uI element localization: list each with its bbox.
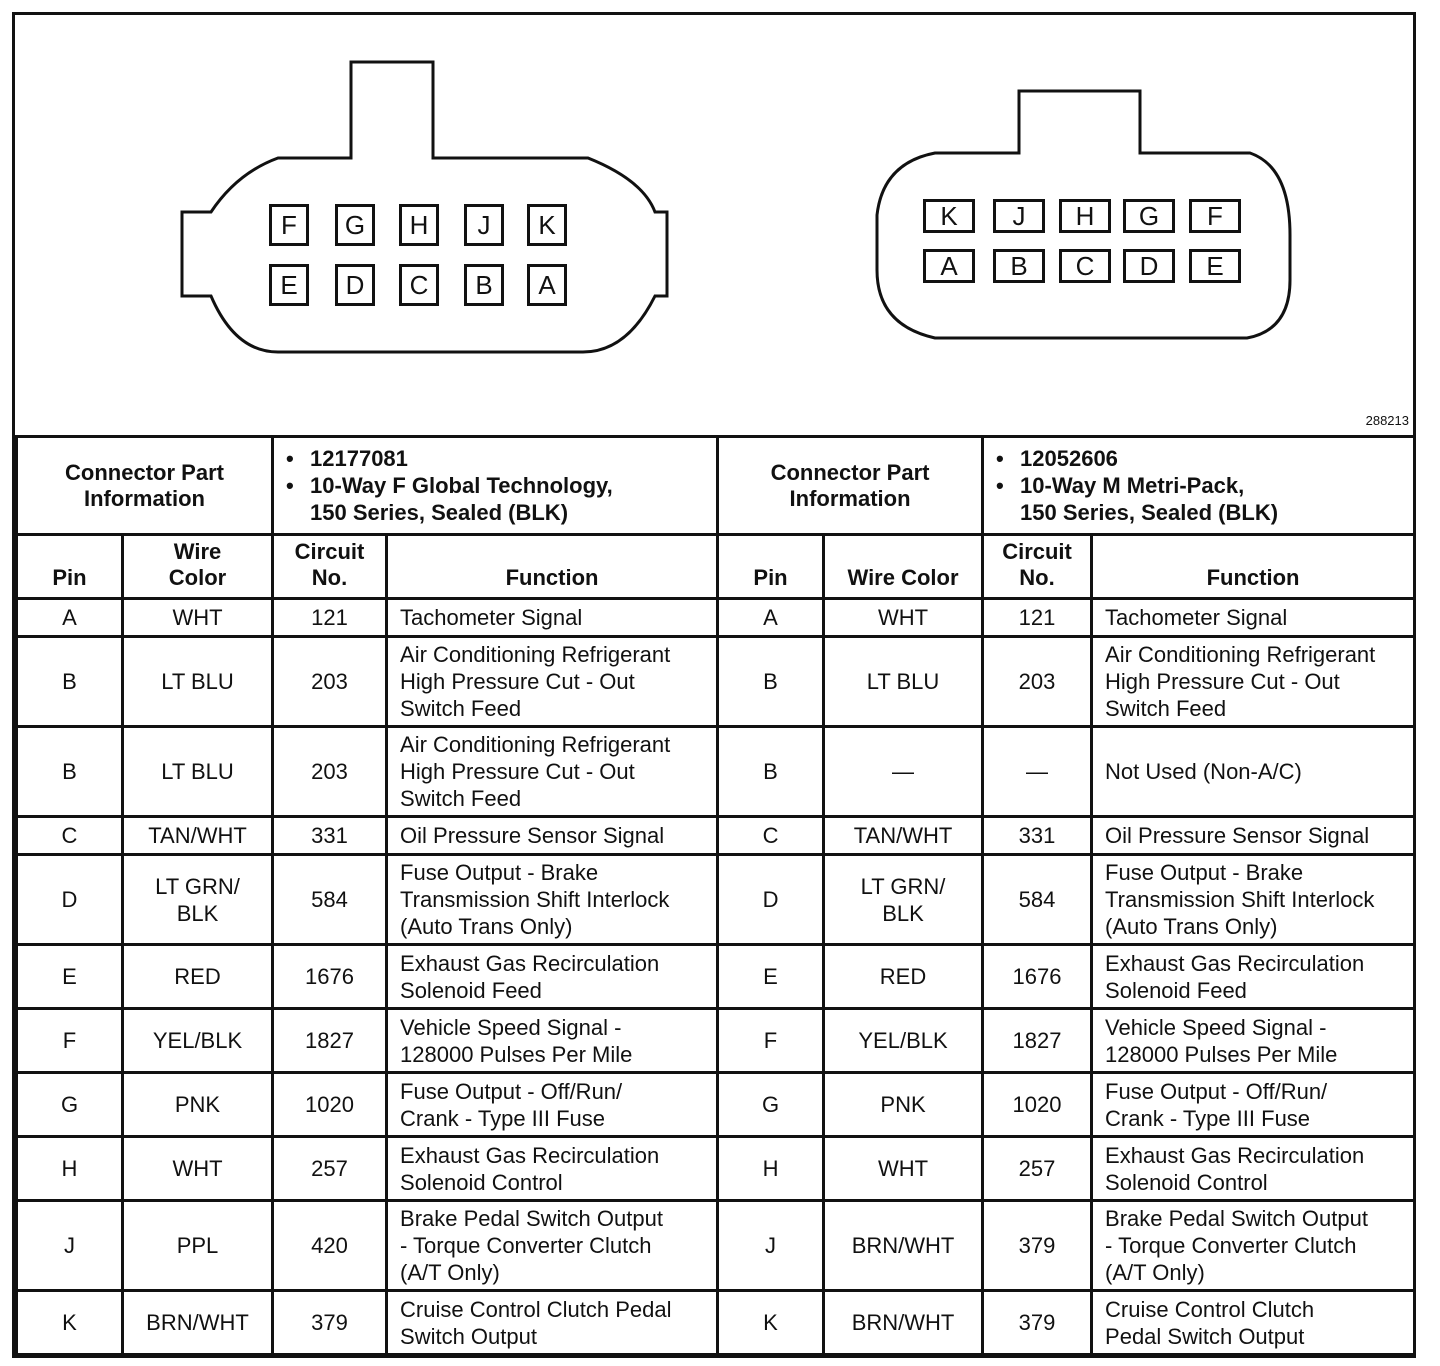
function-text: Cruise Control Clutch Pedal xyxy=(400,1296,672,1322)
wire-color-cell xyxy=(824,1291,983,1355)
wire-color-text: — xyxy=(892,759,915,784)
left-connector-info xyxy=(273,437,718,535)
right-pin-cavity: C xyxy=(1059,249,1111,283)
wire-color-text: PNK xyxy=(880,1092,926,1117)
function-text: Oil Pressure Sensor Signal xyxy=(400,823,665,848)
pin-cell: E xyxy=(718,945,824,1009)
right-connector-info xyxy=(983,437,1415,535)
pin-cell: J xyxy=(17,1201,123,1291)
table-row xyxy=(17,945,1415,1009)
function-text: Air Conditioning Refrigerant xyxy=(400,642,671,667)
pin-cell: B xyxy=(17,727,123,817)
wire-color-cell xyxy=(824,1009,983,1073)
function-text: Vehicle Speed Signal - xyxy=(400,1014,622,1040)
wire-color-cell xyxy=(123,1137,273,1201)
function-text: Tachometer Signal xyxy=(1105,605,1288,630)
wire-color-text: WHT xyxy=(172,1156,223,1181)
function-text: High Pressure Cut - Out xyxy=(400,759,635,784)
wire-color-text: PPL xyxy=(176,1233,219,1258)
circuit-cell: 1827 xyxy=(983,1009,1092,1073)
table-row xyxy=(17,727,1415,817)
function-text: Switch Feed xyxy=(1105,696,1227,721)
function-cell xyxy=(387,855,718,945)
header-circuit: Circuit No. xyxy=(983,535,1092,599)
function-cell xyxy=(387,945,718,1009)
left-pin-cavity: B xyxy=(464,264,504,306)
function-text: Exhaust Gas Recirculation xyxy=(400,1142,660,1168)
function-cell xyxy=(1092,1137,1415,1201)
function-text: Switch Feed xyxy=(400,696,522,721)
function-text: Solenoid Control xyxy=(1105,1169,1268,1195)
function-text: Fuse Output - Off/Run/ xyxy=(1105,1078,1328,1104)
pin-cell: K xyxy=(17,1291,123,1355)
circuit-cell: 203 xyxy=(983,637,1092,727)
figure-number: 288213 xyxy=(1365,413,1409,428)
function-cell xyxy=(1092,855,1415,945)
left-pin-cavity: A xyxy=(527,264,567,306)
function-text: Brake Pedal Switch Output xyxy=(400,1206,663,1231)
pin-cell: J xyxy=(718,1201,824,1291)
function-text: Fuse Output - Brake xyxy=(1105,860,1304,885)
wire-color-cell xyxy=(824,817,983,855)
wire-color-cell xyxy=(123,945,273,1009)
wire-color-text: BLK xyxy=(176,900,219,926)
function-cell xyxy=(387,637,718,727)
right-pin-cavity: K xyxy=(923,199,975,233)
wire-color-cell xyxy=(824,1073,983,1137)
table-row xyxy=(17,1201,1415,1291)
function-text: - Torque Converter Clutch xyxy=(400,1233,652,1258)
connector-info-label xyxy=(718,437,983,535)
circuit-cell: 1676 xyxy=(983,945,1092,1009)
wire-color-text: RED xyxy=(174,964,221,989)
function-text: Transmission Shift Interlock xyxy=(400,887,670,912)
circuit-cell: 1020 xyxy=(273,1073,387,1137)
left-pin-cavity: G xyxy=(335,204,375,246)
wire-color-text: YEL/BLK xyxy=(858,1028,948,1053)
pin-cell: F xyxy=(17,1009,123,1073)
left-pin-cavity: E xyxy=(269,264,309,306)
function-text: Exhaust Gas Recirculation xyxy=(1105,1142,1365,1168)
table-row xyxy=(17,1073,1415,1137)
wire-color-cell xyxy=(123,637,273,727)
function-text: Solenoid Feed xyxy=(1105,977,1247,1003)
wire-color-text: TAN/WHT xyxy=(853,823,953,848)
circuit-cell: 257 xyxy=(983,1137,1092,1201)
function-cell xyxy=(1092,945,1415,1009)
wire-color-cell xyxy=(123,599,273,637)
circuit-cell: 420 xyxy=(273,1201,387,1291)
wire-color-text: PNK xyxy=(174,1092,221,1117)
wire-color-text: BRN/WHT xyxy=(146,1310,249,1335)
function-text: Solenoid Feed xyxy=(400,977,542,1003)
header-wire-color: Wire Color xyxy=(123,535,273,599)
circuit-cell: 203 xyxy=(273,727,387,817)
right-pin-cavity: A xyxy=(923,249,975,283)
wire-color-text: TAN/WHT xyxy=(148,823,247,848)
function-cell xyxy=(1092,637,1415,727)
wire-color-text: LT BLU xyxy=(866,669,940,694)
function-cell xyxy=(1092,1073,1415,1137)
header-pin: Pin xyxy=(17,535,123,599)
pin-cell: B xyxy=(718,637,824,727)
pin-cell: B xyxy=(718,727,824,817)
pin-cell: A xyxy=(718,599,824,637)
circuit-cell: 1020 xyxy=(983,1073,1092,1137)
wire-color-cell xyxy=(824,599,983,637)
function-text: 128000 Pulses Per Mile xyxy=(400,1041,633,1067)
function-cell xyxy=(1092,1009,1415,1073)
circuit-cell: 379 xyxy=(983,1291,1092,1355)
pin-cell: H xyxy=(718,1137,824,1201)
left-pin-cavity: F xyxy=(269,204,309,246)
function-text: Crank - Type III Fuse xyxy=(1105,1105,1311,1131)
table-row xyxy=(17,637,1415,727)
right-part-number: • 12052606 xyxy=(1020,445,1407,472)
function-cell xyxy=(1092,727,1415,817)
connector-info-label xyxy=(17,437,273,535)
function-text: - Torque Converter Clutch xyxy=(1105,1233,1357,1258)
right-pin-cavity: D xyxy=(1123,249,1175,283)
wire-color-text: LT GRN/ xyxy=(155,873,240,899)
function-text: (Auto Trans Only) xyxy=(400,914,573,939)
function-text: Cruise Control Clutch xyxy=(1105,1296,1315,1322)
pin-cell: E xyxy=(17,945,123,1009)
header-pin: Pin xyxy=(718,535,824,599)
wire-color-text: WHT xyxy=(877,1156,929,1181)
pin-cell: B xyxy=(17,637,123,727)
wire-color-text: LT BLU xyxy=(161,669,234,694)
right-pin-cavity: E xyxy=(1189,249,1241,283)
function-text: Switch Feed xyxy=(400,786,522,811)
circuit-cell: 203 xyxy=(273,637,387,727)
table-row xyxy=(17,817,1415,855)
circuit-cell: 257 xyxy=(273,1137,387,1201)
wire-color-cell xyxy=(824,1201,983,1291)
left-part-number: • 12177081 xyxy=(310,445,710,472)
circuit-cell: 331 xyxy=(273,817,387,855)
wire-color-text: YEL/BLK xyxy=(152,1028,243,1053)
left-description-line2: 150 Series, Sealed (BLK) xyxy=(310,500,569,525)
function-text: Air Conditioning Refrigerant xyxy=(1105,642,1376,667)
wire-color-text: BRN/WHT xyxy=(851,1310,955,1335)
function-text: Exhaust Gas Recirculation xyxy=(400,950,660,976)
function-text: (Auto Trans Only) xyxy=(1105,914,1278,939)
function-text: Vehicle Speed Signal - xyxy=(1105,1014,1327,1040)
function-cell xyxy=(387,727,718,817)
function-text: Fuse Output - Brake xyxy=(400,860,599,885)
column-header-row xyxy=(17,535,1415,599)
left-pin-cavity: H xyxy=(399,204,439,246)
pin-cell: G xyxy=(17,1073,123,1137)
wire-color-cell xyxy=(824,1137,983,1201)
circuit-cell: 1827 xyxy=(273,1009,387,1073)
pin-cell: C xyxy=(718,817,824,855)
header-wire-color: Wire Color xyxy=(824,535,983,599)
wire-color-cell xyxy=(123,855,273,945)
wire-color-text: BRN/WHT xyxy=(851,1233,955,1258)
function-text: Oil Pressure Sensor Signal xyxy=(1105,823,1370,848)
function-cell xyxy=(387,1009,718,1073)
circuit-cell: 584 xyxy=(273,855,387,945)
pin-cell: D xyxy=(718,855,824,945)
wire-color-cell xyxy=(123,1009,273,1073)
function-text: (A/T Only) xyxy=(1105,1260,1205,1285)
function-text: Solenoid Control xyxy=(400,1169,563,1195)
table-row xyxy=(17,855,1415,945)
wire-color-text: BLK xyxy=(882,900,924,926)
circuit-cell: 331 xyxy=(983,817,1092,855)
right-pin-cavity: F xyxy=(1189,199,1241,233)
circuit-cell: 121 xyxy=(273,599,387,637)
pinout-sheet xyxy=(12,12,1416,1358)
function-cell xyxy=(387,599,718,637)
wire-color-cell xyxy=(123,817,273,855)
function-text: Pedal Switch Output xyxy=(1105,1323,1305,1349)
function-text: Fuse Output - Off/Run/ xyxy=(400,1078,623,1104)
function-cell xyxy=(387,1291,718,1355)
pin-cell: A xyxy=(17,599,123,637)
header-function: Function xyxy=(1092,535,1415,599)
connector-diagram xyxy=(15,15,1419,445)
function-cell xyxy=(387,817,718,855)
pin-cell: H xyxy=(17,1137,123,1201)
left-pin-cavity: D xyxy=(335,264,375,306)
right-description-line2: 150 Series, Sealed (BLK) xyxy=(1020,500,1279,525)
info-label-text: Connector Part Information xyxy=(65,459,224,511)
right-pin-cavity: J xyxy=(993,199,1045,233)
function-cell xyxy=(1092,1201,1415,1291)
function-text: Not Used (Non-A/C) xyxy=(1105,759,1302,784)
pin-cell: K xyxy=(718,1291,824,1355)
wire-color-cell xyxy=(123,1291,273,1355)
header-function: Function xyxy=(387,535,718,599)
table-row xyxy=(17,1009,1415,1073)
info-label-text: Connector Part Information xyxy=(770,459,930,511)
right-description-line1: • 10-Way M Metri-Pack, xyxy=(1020,472,1407,499)
wire-color-text: WHT xyxy=(877,605,929,630)
function-cell xyxy=(387,1201,718,1291)
header-circuit: Circuit No. xyxy=(273,535,387,599)
function-cell xyxy=(1092,1291,1415,1355)
function-cell xyxy=(1092,817,1415,855)
wire-color-cell xyxy=(824,855,983,945)
right-pin-cavity: B xyxy=(993,249,1045,283)
pin-cell: G xyxy=(718,1073,824,1137)
function-text: High Pressure Cut - Out xyxy=(400,669,635,694)
left-pin-cavity: K xyxy=(527,204,567,246)
circuit-cell: 1676 xyxy=(273,945,387,1009)
function-text: Brake Pedal Switch Output xyxy=(1105,1206,1368,1231)
wire-color-cell xyxy=(824,727,983,817)
pin-cell: F xyxy=(718,1009,824,1073)
pin-cell: C xyxy=(17,817,123,855)
function-text: 128000 Pulses Per Mile xyxy=(1105,1041,1338,1067)
circuit-cell: 379 xyxy=(273,1291,387,1355)
right-pin-cavity: G xyxy=(1123,199,1175,233)
wire-color-text: LT BLU xyxy=(161,759,234,784)
function-text: Switch Output xyxy=(400,1323,537,1349)
function-text: Crank - Type III Fuse xyxy=(400,1105,606,1131)
pinout-rows xyxy=(17,599,1415,1355)
wire-color-text: WHT xyxy=(172,605,223,630)
circuit-cell: 121 xyxy=(983,599,1092,637)
wire-color-cell xyxy=(824,637,983,727)
left-description-line1: • 10-Way F Global Technology, xyxy=(310,472,710,499)
function-cell xyxy=(387,1137,718,1201)
function-text: Exhaust Gas Recirculation xyxy=(1105,950,1365,976)
table-row xyxy=(17,1291,1415,1355)
function-text: Air Conditioning Refrigerant xyxy=(400,732,671,757)
pinout-table xyxy=(15,435,1416,1356)
wire-color-cell xyxy=(123,1201,273,1291)
wire-color-text: RED xyxy=(879,964,927,989)
function-text: Transmission Shift Interlock xyxy=(1105,887,1375,912)
function-cell xyxy=(1092,599,1415,637)
circuit-cell: — xyxy=(983,727,1092,817)
wire-color-cell xyxy=(123,1073,273,1137)
right-pin-cavity: H xyxy=(1059,199,1111,233)
function-text: Tachometer Signal xyxy=(400,605,583,630)
table-row xyxy=(17,599,1415,637)
function-text: High Pressure Cut - Out xyxy=(1105,669,1340,694)
circuit-cell: 379 xyxy=(983,1201,1092,1291)
left-pin-cavity: J xyxy=(464,204,504,246)
left-pin-cavity: C xyxy=(399,264,439,306)
pin-cell: D xyxy=(17,855,123,945)
circuit-cell: 584 xyxy=(983,855,1092,945)
function-cell xyxy=(387,1073,718,1137)
table-row xyxy=(17,1137,1415,1201)
wire-color-text: LT GRN/ xyxy=(860,873,946,899)
wire-color-cell xyxy=(123,727,273,817)
wire-color-cell xyxy=(824,945,983,1009)
connector-info-row xyxy=(17,437,1415,535)
function-text: (A/T Only) xyxy=(400,1260,500,1285)
